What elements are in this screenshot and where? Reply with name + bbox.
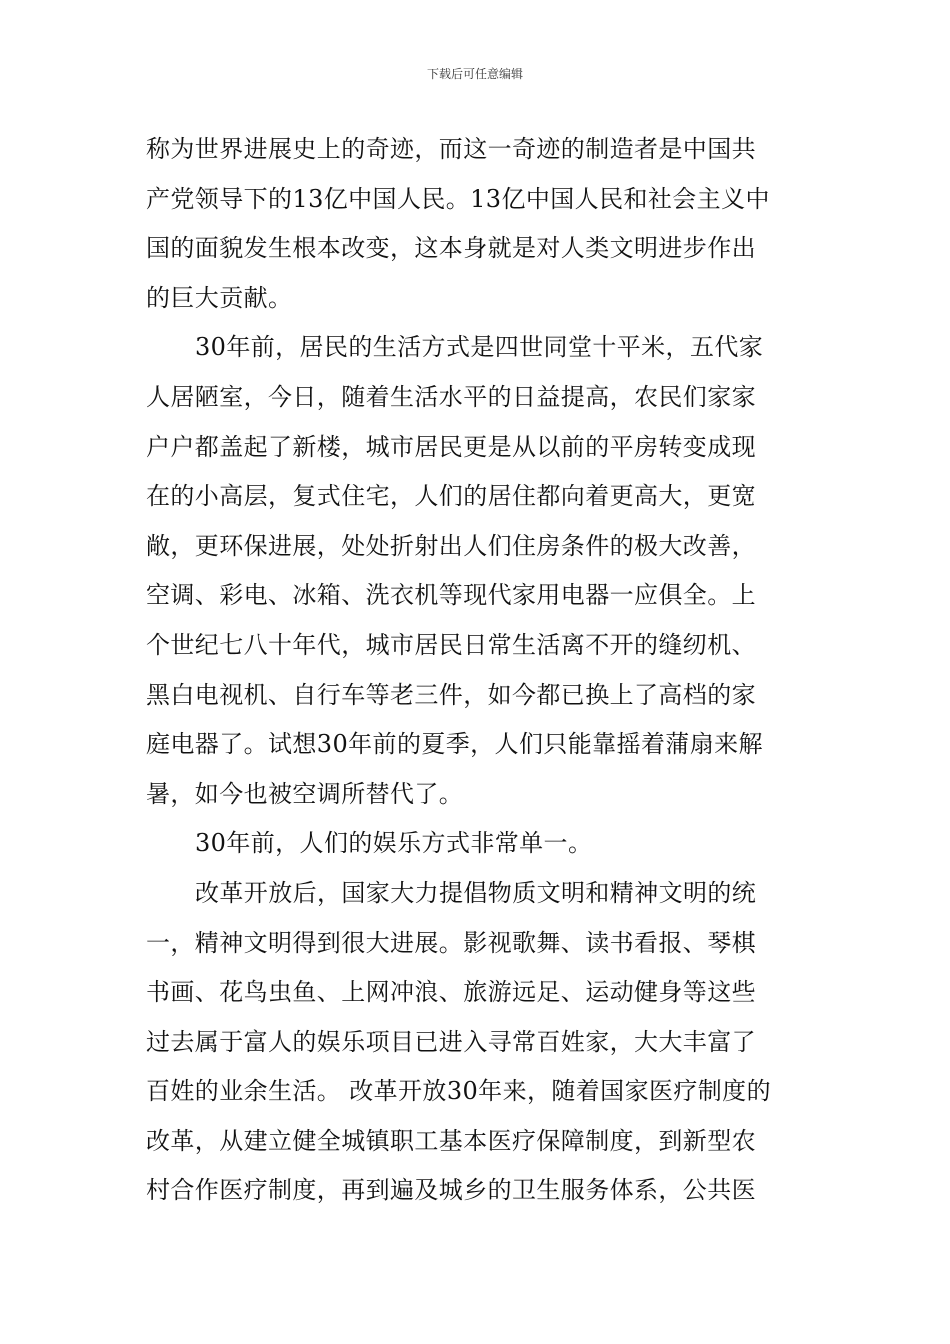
text-line: 过去属于富人的娱乐项目已进入寻常百姓家，大大丰富了 — [146, 1027, 756, 1056]
text-line: 国的面貌发生根本改变，这本身就是对人类文明进步作出 — [146, 234, 756, 263]
text-line: 30年前，居民的生活方式是四世同堂十平米，五代家 — [195, 333, 764, 362]
text-line: 的巨大贡献。 — [146, 283, 293, 312]
text-line: 产党领导下的13亿中国人民。13亿中国人民和社会主义中 — [146, 184, 770, 213]
text-line: 庭电器了。试想30年前的夏季，人们只能靠摇着蒲扇来解 — [146, 730, 763, 759]
text-line: 一，精神文明得到很大进展。影视歌舞、读书看报、琴棋 — [146, 928, 756, 957]
text-line: 个世纪七八十年代，城市居民日常生活离不开的缝纫机、 — [146, 630, 756, 659]
text-line: 敞，更环保进展，处处折射出人们住房条件的极大改善， — [146, 531, 756, 560]
text-line: 村合作医疗制度，再到遍及城乡的卫生服务体系，公共医 — [146, 1176, 756, 1205]
text-line: 改革，从建立健全城镇职工基本医疗保障制度，到新型农 — [146, 1126, 756, 1155]
text-line: 人居陋室，今日，随着生活水平的日益提高，农民们家家 — [146, 382, 756, 411]
document-body — [146, 125, 811, 1216]
text-line: 黑白电视机、自行车等老三件，如今都已换上了高档的家 — [146, 680, 756, 709]
text-line: 空调、彩电、冰箱、洗衣机等现代家用电器一应俱全。上 — [146, 581, 756, 610]
text-line: 改革开放后，国家大力提倡物质文明和精神文明的统 — [195, 878, 757, 907]
text-line: 称为世界进展史上的奇迹，而这一奇迹的制造者是中国共 — [146, 135, 756, 163]
text-line: 在的小高层，复式住宅，人们的居住都向着更高大，更宽 — [146, 482, 756, 511]
page-header: 下载后可任意编辑 — [426, 67, 523, 81]
text-line: 户户都盖起了新楼，城市居民更是从以前的平房转变成现 — [146, 432, 756, 461]
text-line: 书画、花鸟虫鱼、上网冲浪、旅游远足、运动健身等这些 — [146, 978, 756, 1007]
text-line: 暑，如今也被空调所替代了。 — [146, 779, 464, 808]
text-line: 30年前，人们的娱乐方式非常单一。 — [195, 829, 593, 858]
text-line: 百姓的业余生活。 改革开放30年来，随着国家医疗制度的 — [146, 1077, 771, 1106]
